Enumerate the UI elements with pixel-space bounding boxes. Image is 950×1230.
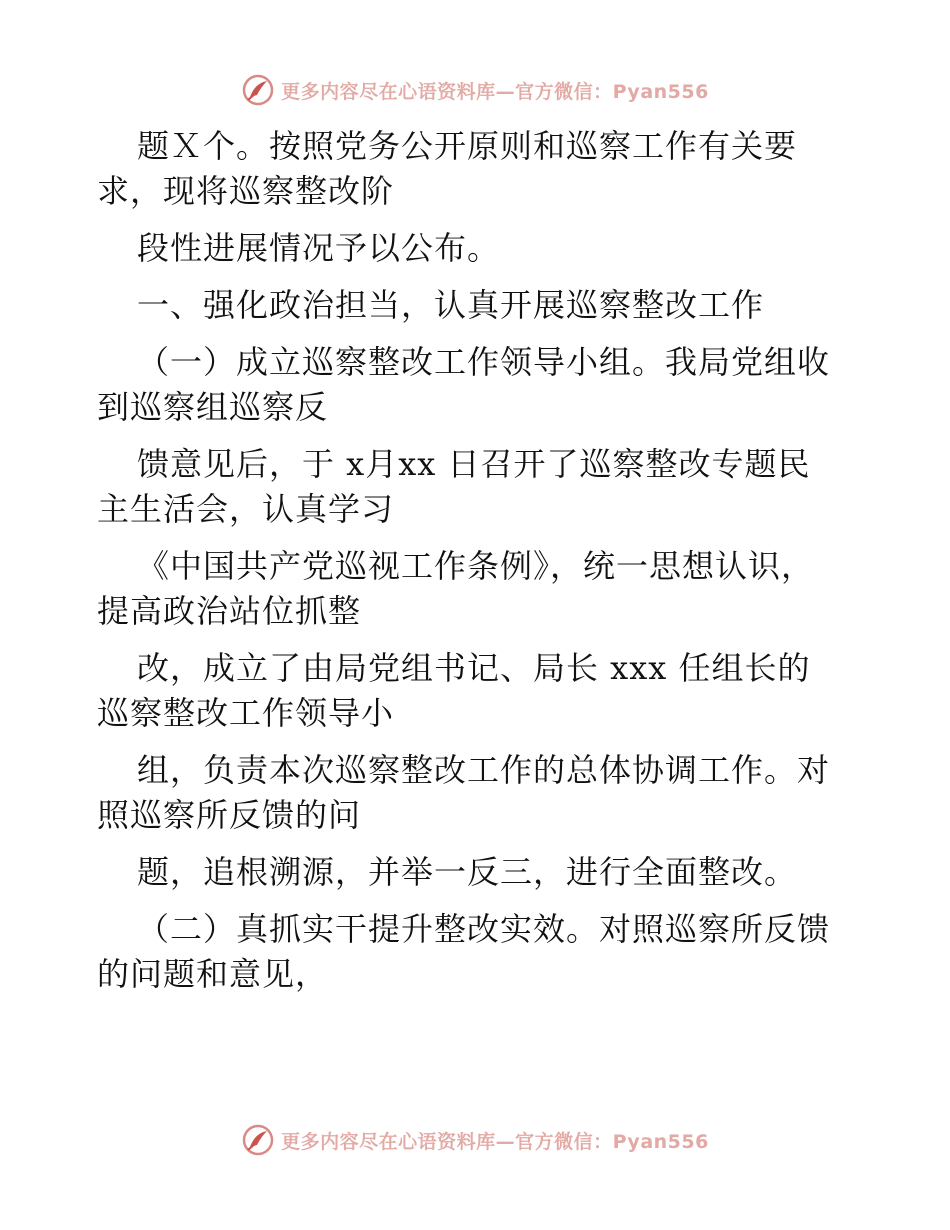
paragraph bbox=[97, 544, 867, 634]
header-watermark bbox=[0, 70, 950, 110]
paragraph bbox=[97, 850, 867, 895]
text-line: 到巡察组巡察反 bbox=[97, 388, 329, 426]
text-line: 馈意见后，于 x月xx 日召开了巡察整改专题民 bbox=[137, 445, 811, 483]
text-line: 提高政治站位抓整 bbox=[97, 592, 362, 630]
text-line: 求，现将巡察整改阶 bbox=[97, 172, 395, 210]
text-line: 的问题和意见， bbox=[97, 955, 329, 993]
text-line: 改，成立了由局党组书记、局长 xxx 任组长的 bbox=[137, 649, 811, 687]
text-line: （一）成立巡察整改工作领导小组。我局党组收 bbox=[137, 343, 831, 381]
text-line: 段性进展情况予以公布。 bbox=[137, 229, 501, 267]
paragraph bbox=[97, 646, 867, 736]
text-line: 巡察整改工作领导小 bbox=[97, 694, 395, 732]
text-line: 题，追根溯源，并举一反三，进行全面整改。 bbox=[137, 853, 798, 891]
text-line: 照巡察所反馈的问 bbox=[97, 796, 362, 834]
paragraph bbox=[97, 748, 867, 838]
text-line: 一、强化政治担当，认真开展巡察整改工作 bbox=[137, 286, 765, 324]
paragraph bbox=[97, 124, 867, 214]
paragraph bbox=[97, 283, 867, 328]
text-line: 《中国共产党巡视工作条例》，统一思想认识， bbox=[137, 547, 815, 585]
paragraph bbox=[97, 340, 867, 430]
watermark-text: 更多内容尽在心语资料库—官方微信：Pyan556 bbox=[281, 1130, 709, 1153]
paragraph bbox=[97, 442, 867, 532]
footer-watermark bbox=[0, 1120, 950, 1160]
text-line: （二）真抓实干提升整改实效。对照巡察所反馈 bbox=[137, 910, 831, 948]
text-line: 主生活会，认真学习 bbox=[97, 490, 395, 528]
watermark-text: 更多内容尽在心语资料库—官方微信：Pyan556 bbox=[281, 80, 709, 103]
text-line: 题Ｘ个。按照党务公开原则和巡察工作有关要 bbox=[137, 127, 798, 165]
document-body bbox=[97, 124, 867, 1009]
paragraph bbox=[97, 907, 867, 997]
rose-pen-logo-icon bbox=[241, 73, 275, 107]
text-line: 组，负责本次巡察整改工作的总体协调工作。对 bbox=[137, 751, 831, 789]
paragraph bbox=[97, 226, 867, 271]
rose-pen-logo-icon bbox=[241, 1123, 275, 1157]
